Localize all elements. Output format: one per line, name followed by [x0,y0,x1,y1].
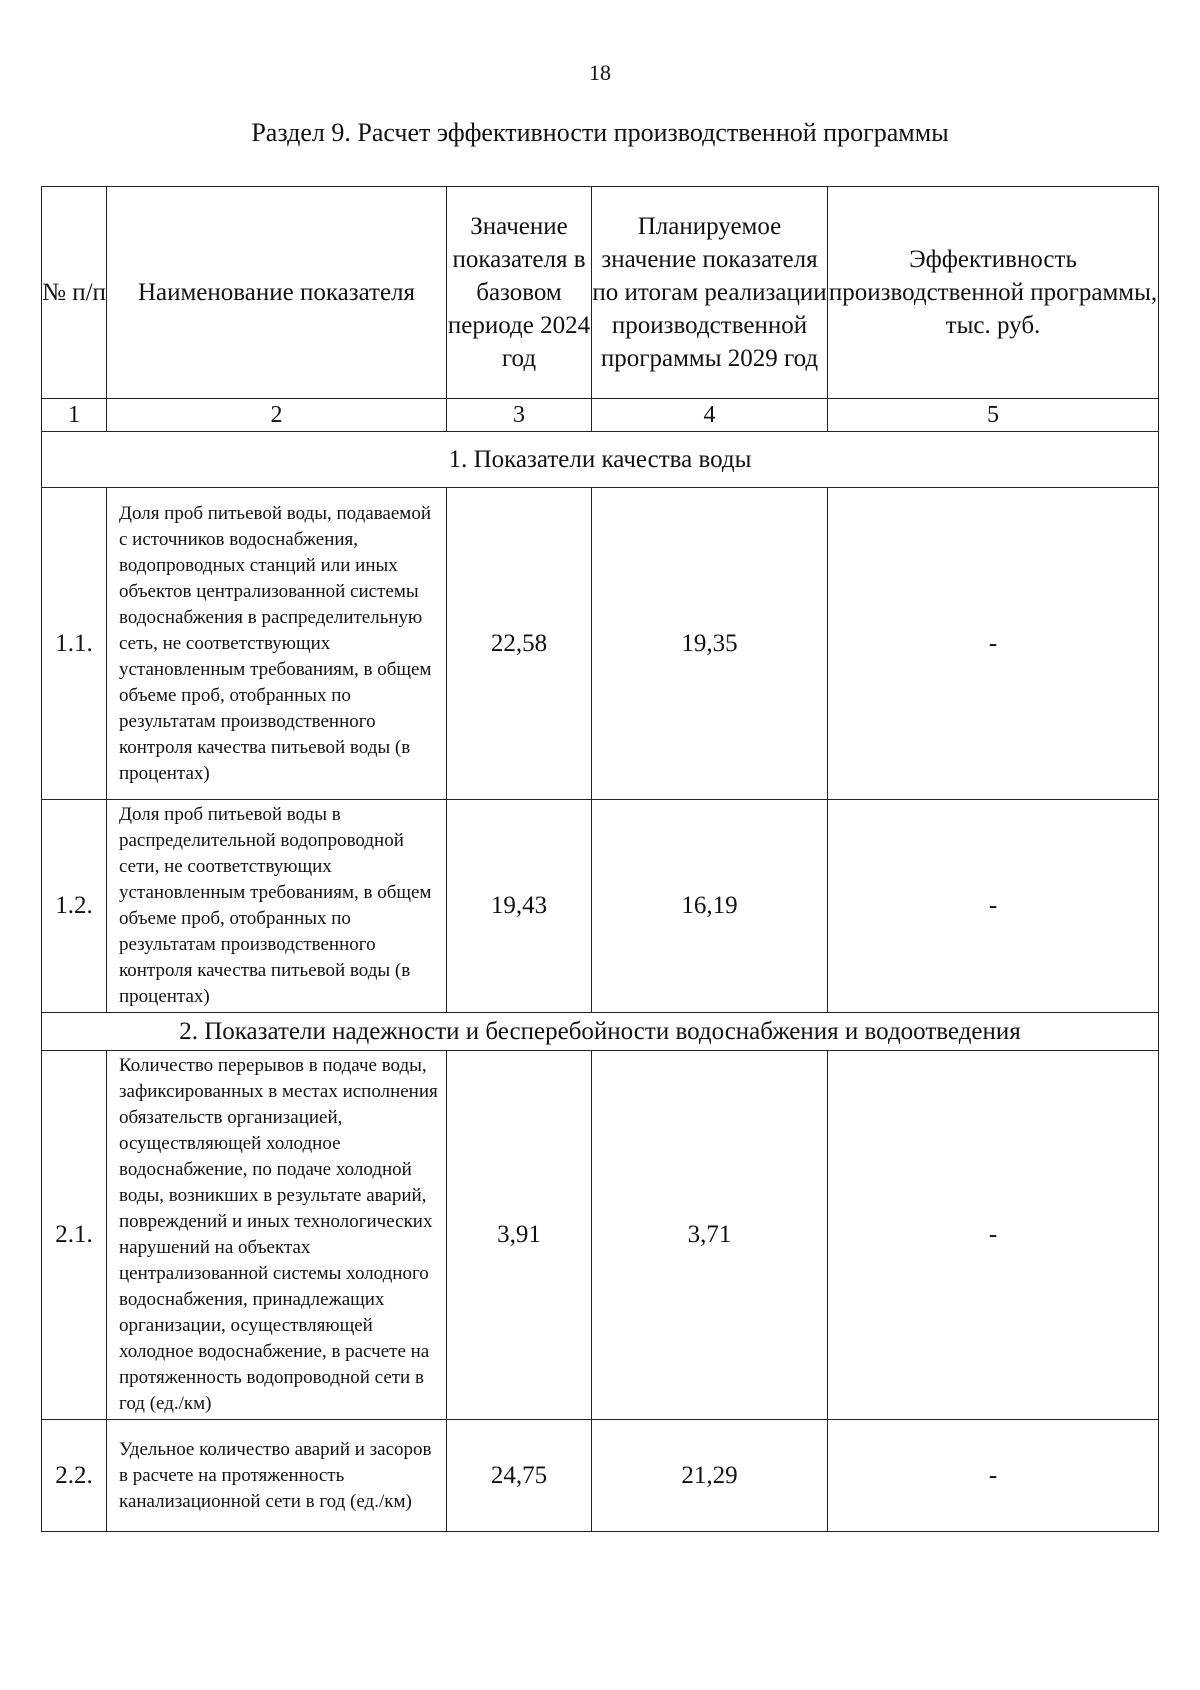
effect-value: - [828,488,1159,800]
plan-value: 21,29 [592,1420,828,1532]
plan-value: 3,71 [592,1051,828,1420]
indicator-name: Количество перерывов в подаче воды, зафиксированных в местах исполнения обязательств организацией, осуществляющей холодное водоснабжение, по подаче холодной воды, возникших в результате аварий, повреждений и иных технологических нарушений на объектах централизованной системы холодного водоснабжения, принадлежащих организации, осуществляющей холодное водоснабжение, в расчете на протяженность водопроводной сети в год (ед./км) [107,1051,447,1420]
indicator-name: Доля проб питьевой воды в распределительной водопроводной сети, не соответствующих установленным требованиям, в общем объеме проб, отобранных по результатам производственного контроля качества питьевой воды (в процентах) [107,800,447,1013]
group-title: 1. Показатели качества воды [42,432,1159,488]
page-number: 18 [589,60,611,85]
base-value: 3,91 [447,1051,592,1420]
header-col-name: Наименование показателя [107,187,447,399]
indicator-name: Доля проб питьевой воды, подаваемой с источников водоснабжения, водопроводных станций или иных объектов централизованной системы водоснабжения в распределительную сеть, не соответствующих установленным требованиям, в общем объеме проб, отобранных по результатам производственного контроля качества питьевой воды (в процентах) [107,488,447,800]
header-col-plan: Планируемое значение показателя по итогам реализации производственной программы 2029 год [592,187,828,399]
efficiency-table [41,186,1159,1532]
effect-value: - [828,800,1159,1013]
effect-value: - [828,1420,1159,1532]
header-col-base: Значение показателя в базовом периоде 2024 год [447,187,592,399]
column-number: 5 [828,399,1159,432]
table-row [42,1420,1159,1532]
group-title: 2. Показатели надежности и бесперебойности водоснабжения и водоотведения [42,1013,1159,1051]
header-col-effect: Эффективность производственной программы, тыс. руб. [828,187,1159,399]
plan-value: 16,19 [592,800,828,1013]
plan-value: 19,35 [592,488,828,800]
base-value: 19,43 [447,800,592,1013]
row-number: 1.2. [42,800,107,1013]
row-number: 2.2. [42,1420,107,1532]
row-number: 1.1. [42,488,107,800]
table-row [42,1051,1159,1420]
column-number: 2 [107,399,447,432]
header-col-number: № п/п [42,187,107,399]
column-number: 1 [42,399,107,432]
header-row [42,187,1159,399]
row-number: 2.1. [42,1051,107,1420]
group-header-row [42,432,1159,488]
section-title: Раздел 9. Расчет эффективности производственной программы [251,118,949,147]
effect-value: - [828,1051,1159,1420]
column-number: 3 [447,399,592,432]
column-number: 4 [592,399,828,432]
base-value: 22,58 [447,488,592,800]
base-value: 24,75 [447,1420,592,1532]
table-row [42,800,1159,1013]
indicator-name: Удельное количество аварий и засоров в расчете на протяженность канализационной сети в год (ед./км) [107,1420,447,1532]
group-header-row [42,1013,1159,1051]
column-number-row [42,399,1159,432]
table-row [42,488,1159,800]
